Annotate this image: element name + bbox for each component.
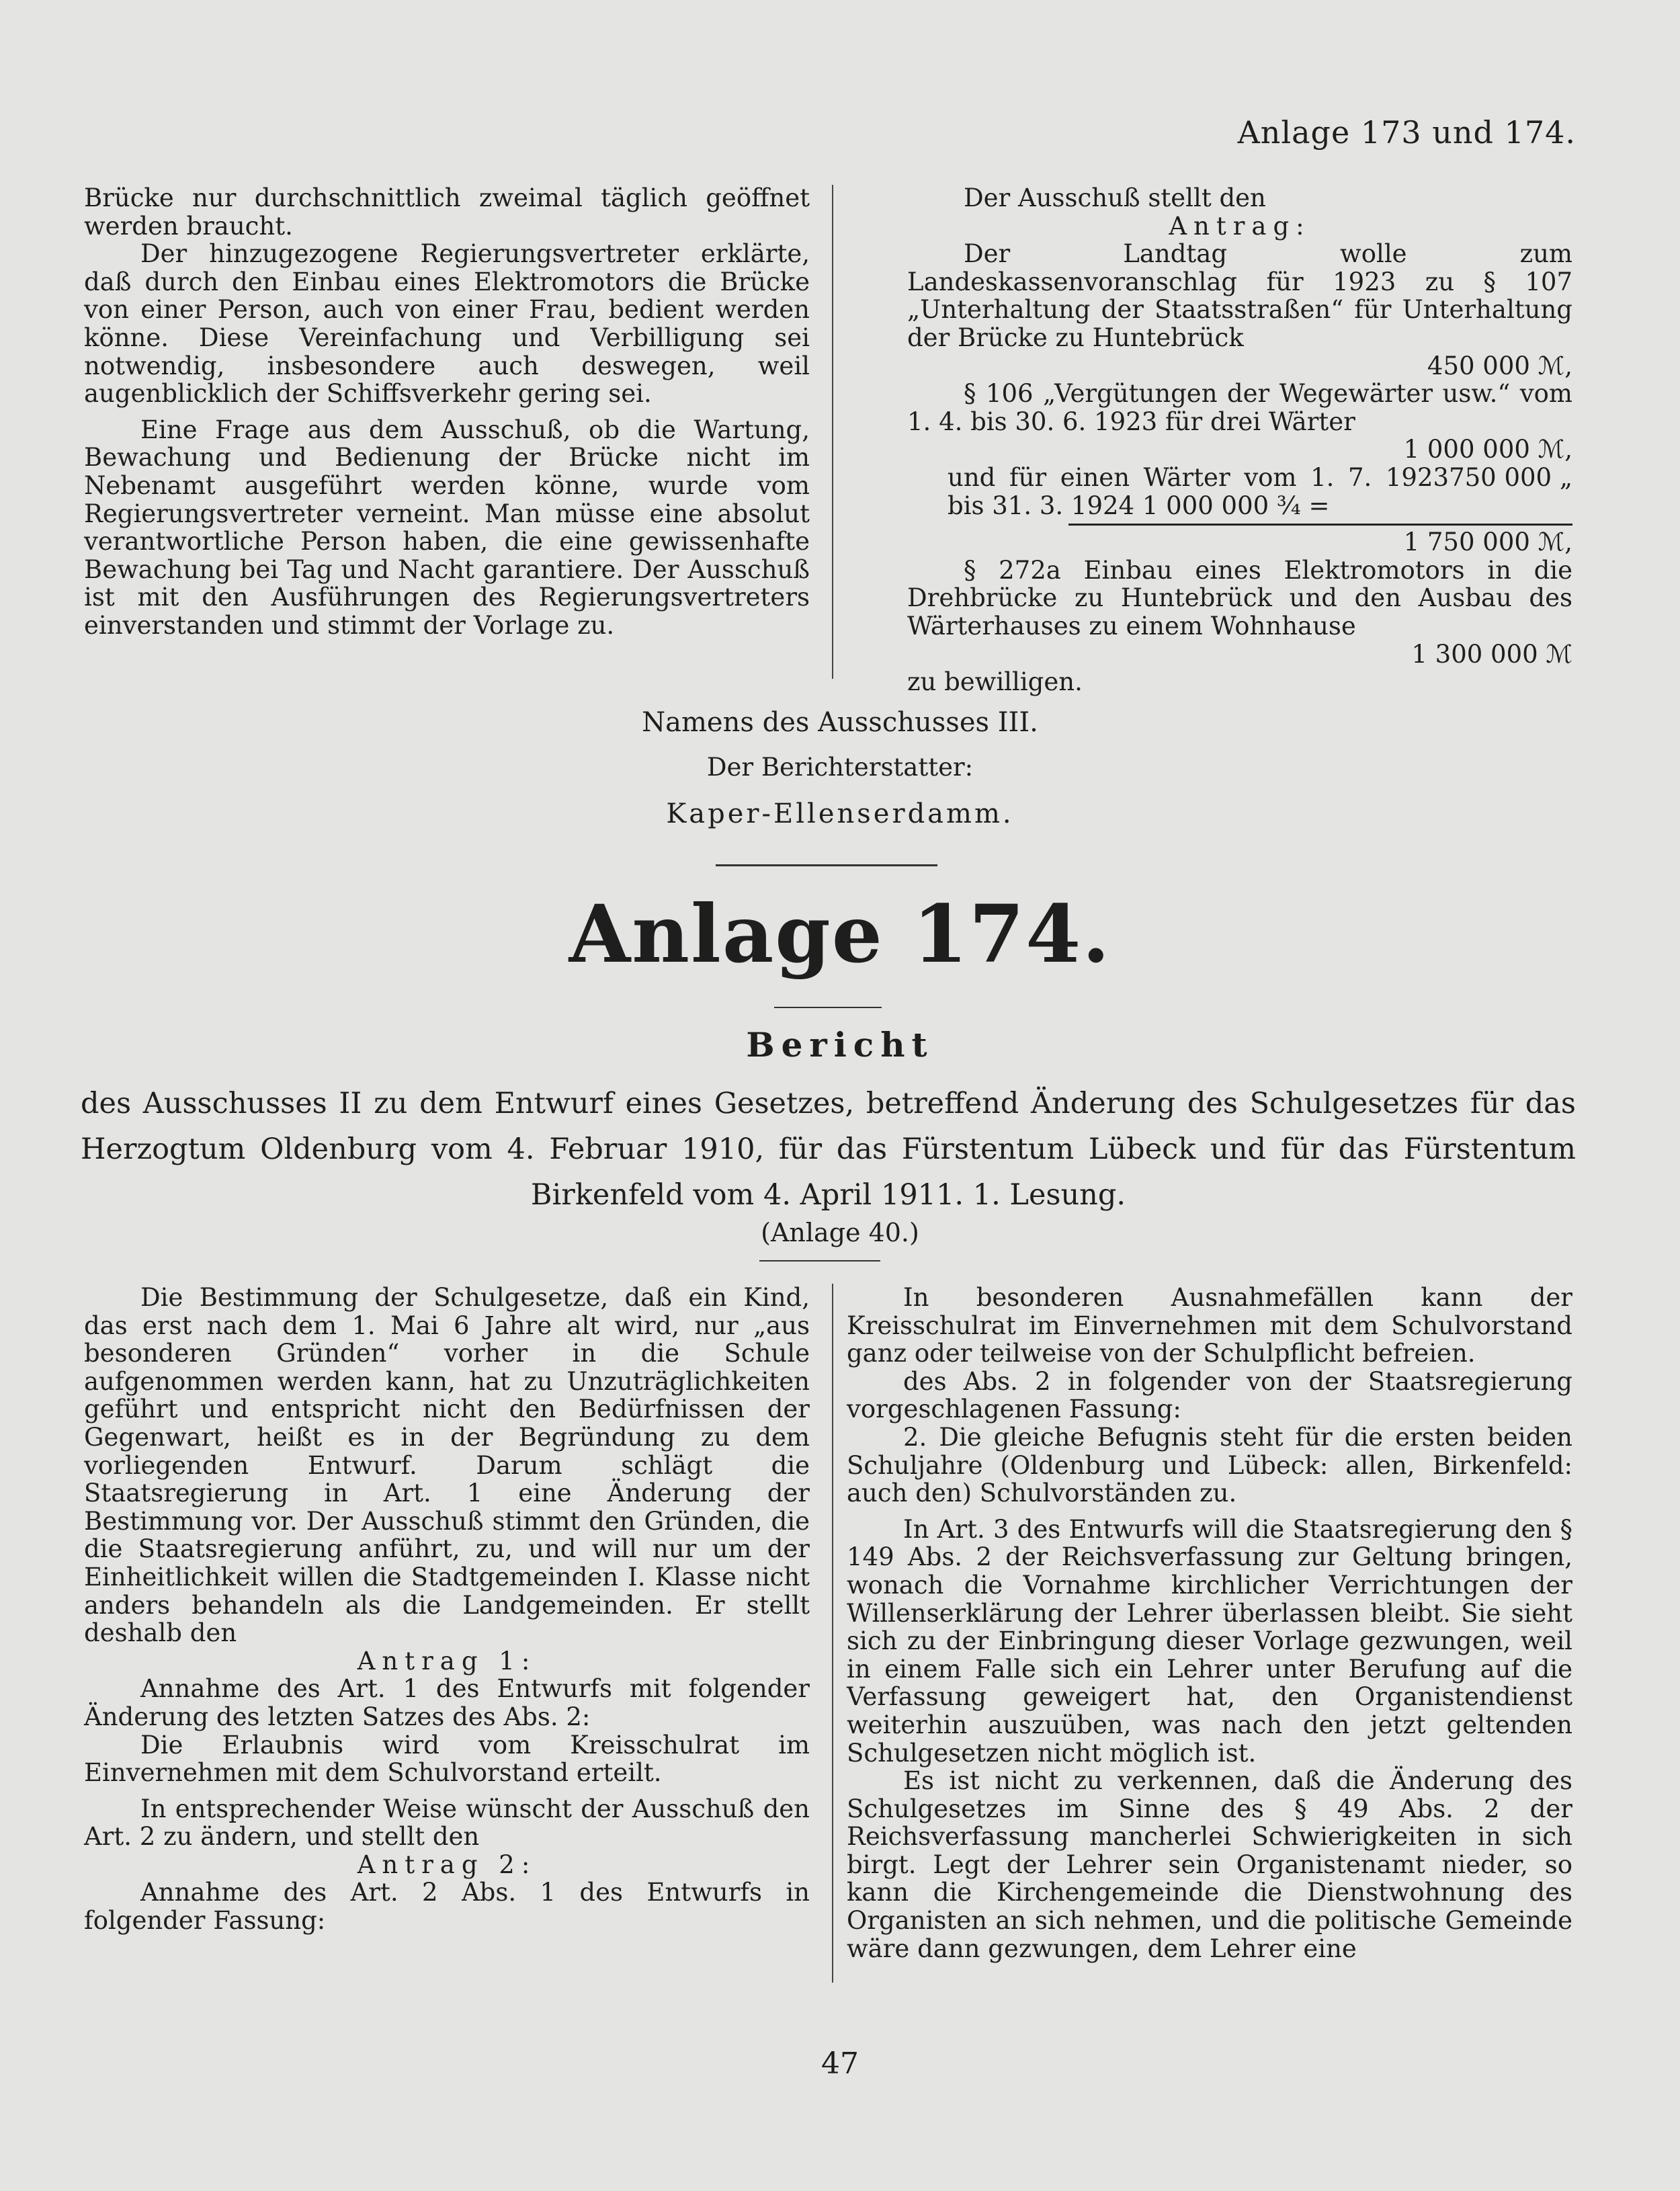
top-right-column	[907, 184, 1572, 696]
amount: 1 300 000 ℳ	[1411, 639, 1572, 669]
antrag-heading: Antrag:	[1169, 211, 1311, 241]
paragraph: In besonderen Ausnahmefällen kann der Kreisschulrat im Einvernehmen mit dem Schulvorstand ganz oder teilweise von der Schulpflicht befreien.	[847, 1283, 1572, 1368]
paragraph: Die Bestimmung der Schulgesetze, daß ein Kind, das erst nach dem 1. Mai 6 Jahre alt wird, nur „aus besonderen Gründen“ vorher in die Schule aufgenommen werden kann, hat zu Unzuträglichkeiten geführt und entspricht nicht den Bedürfnissen der Gegenwart, heißt es in der Begründung zu dem vorliegenden Entwurf. Darum schlägt die Staatsregierung in Art. 1 eine Änderung der Bestimmung vor. Der Ausschuß stimmt den Gründen, die die Staatsregierung anführt, zu, und will nur um der Einheitlichkeit willen die Stadtgemeinden I. Klasse nicht anders behandeln als die Landgemeinden. Er stellt deshalb den	[84, 1283, 810, 1648]
bottom-right-column	[847, 1284, 1572, 1962]
separator-rule	[716, 864, 937, 866]
antrag-heading: Antrag 1:	[357, 1646, 537, 1676]
report-heading: Bericht	[746, 1025, 934, 1065]
amount-label: und für einen Wärter vom 1. 7. 1923 bis 31. 3. 1924 1 000 000 ¾ =	[948, 462, 1450, 520]
amount-row	[907, 464, 1572, 520]
paragraph: Annahme des Art. 2 Abs. 1 des Entwurfs in folgender Fassung:	[84, 1878, 810, 1936]
amount: 750 000 „	[1449, 462, 1572, 492]
paragraph: Eine Frage aus dem Ausschuß, ob die Wartung, Bewachung und Bedienung der Brücke nicht im Nebenamt ausgeführt werden könne, wurde vom Regierungsvertreter verneint. Man müsse eine absolut verantwortliche Person haben, die eine gewissenhafte Bewachung bei Tag und Nacht garantiere. Der Ausschuß ist mit den Ausführungen des Regierungsvertreters einverstanden und stimmt der Vorlage zu.	[84, 415, 810, 640]
paragraph: Annahme des Art. 1 des Entwurfs mit folgender Änderung des letzten Satzes des Abs. 2:	[84, 1674, 810, 1731]
signature-role: Der Berichterstatter:	[706, 753, 974, 782]
sum-rule	[1068, 524, 1572, 526]
paragraph: 2. Die gleiche Befugnis steht für die ersten beiden Schuljahre (Oldenburg und Lübeck: allen, Birkenfeld: auch den) Schulvorständen zu.	[847, 1422, 1572, 1508]
paragraph: des Abs. 2 in folgender von der Staatsregierung vorgeschlagenen Fassung:	[847, 1366, 1572, 1424]
paragraph: In Art. 3 des Entwurfs will die Staatsregierung den § 149 Abs. 2 der Reichsverfassung zur Geltung bringen, wonach die Vornahme kirchlicher Verrichtungen der Willenserklärung der Lehrer überlassen bleibt. Sie sieht sich zu der Einbringung dieser Vorlage gezwungen, weil in einem Falle sich ein Lehrer unter Berufung auf die Verfassung geweigert hat, den Organistendienst weiterhin auszuüben, was nach den jetzt geltenden Schulgesetzen nicht möglich ist.	[847, 1514, 1572, 1768]
paragraph: Die Erlaubnis wird vom Kreisschulrat im Einvernehmen mit dem Schulvorstand erteilt.	[84, 1730, 810, 1788]
paragraph: In entsprechender Weise wünscht der Ausschuß den Art. 2 zu ändern, und stellt den	[84, 1794, 810, 1852]
paragraph: Der Landtag wolle zum Landeskassenvoranschlag für 1923 zu § 107 „Unterhaltung der Staatsstraßen“ für Unterhaltung der Brücke zu Huntebrück	[907, 239, 1572, 352]
signature-name: Kaper-Ellenserdamm.	[666, 798, 1014, 829]
column-divider	[832, 1284, 833, 1983]
amount: 1 000 000 ℳ,	[1403, 435, 1572, 464]
paragraph: Der Ausschuß stellt den	[964, 183, 1266, 212]
paragraph: Brücke nur durchschnittlich zweimal täglich geöffnet werden braucht.	[84, 183, 810, 241]
page-title: Anlage 174.	[569, 887, 1111, 981]
total-amount: 1 750 000 ℳ,	[1403, 528, 1572, 557]
signature-committee: Namens des Ausschusses III.	[642, 707, 1038, 738]
report-subtitle: des Ausschusses II zu dem Entwurf eines Gesetzes, betreffend Änderung des Schulgesetzes für das Herzogtum Oldenburg vom 4. Februar 1910, für das Fürstentum Lübeck und für das Fürstentum Birkenfeld vom 4. April 1911. 1. Lesung.	[81, 1087, 1576, 1212]
paragraph: Der hinzugezogene Regierungsvertreter erklärte, daß durch den Einbau eines Elektromotors die Brücke von einer Person, auch von einer Frau, bedient werden könne. Diese Vereinfachung und Verbilligung sei notwendig, insbesondere auch deswegen, weil augenblicklich der Schiffsverkehr gering sei.	[84, 239, 810, 409]
paragraph: § 106 „Vergütungen der Wegewärter usw.“ vom 1. 4. bis 30. 6. 1923 für drei Wärter	[907, 379, 1572, 436]
paragraph: Es ist nicht zu verkennen, daß die Änderung des Schulgesetzes im Sinne des § 49 Abs. 2 der Reichsverfassung mancherlei Schwierigkeiten in sich birgt. Legt der Lehrer sein Organistenamt nieder, so kann die Kirchengemeinde die Dienstwohnung des Organisten an sich nehmen, und die politische Gemeinde wäre dann gezwungen, dem Lehrer eine	[847, 1766, 1572, 1963]
antrag-heading: Antrag 2:	[357, 1850, 537, 1879]
separator-rule	[759, 1260, 880, 1262]
report-reference: (Anlage 40.)	[761, 1218, 919, 1247]
paragraph: § 272a Einbau eines Elektromotors in die Drehbrücke zu Huntebrück und den Ausbau des Wärterhauses zu einem Wohnhause	[907, 555, 1572, 640]
column-divider	[832, 185, 833, 679]
bottom-left-column	[84, 1284, 810, 1935]
running-head: Anlage 173 und 174.	[1237, 114, 1576, 151]
top-left-column	[84, 184, 810, 640]
amount: 450 000 ℳ,	[1427, 351, 1572, 380]
paragraph: zu bewilligen.	[907, 667, 1083, 697]
separator-rule	[774, 1007, 882, 1008]
page-number: 47	[821, 2047, 859, 2081]
